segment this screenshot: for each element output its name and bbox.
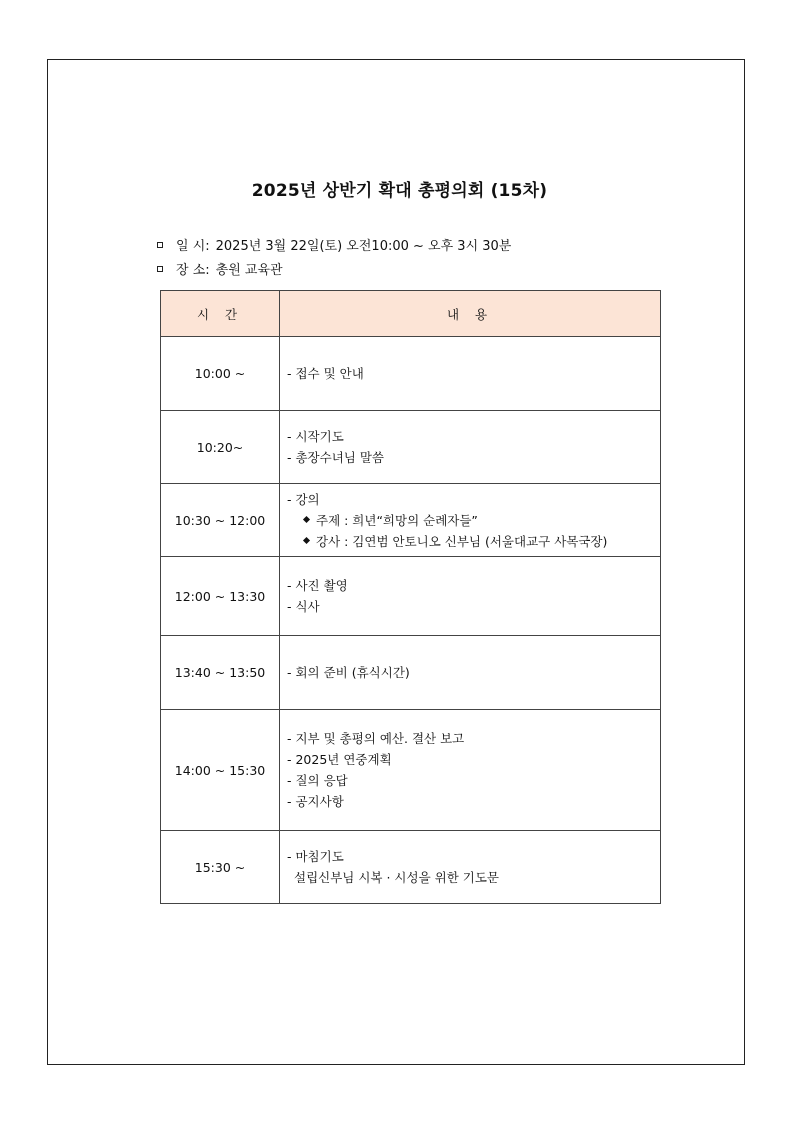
diamond-bullet-icon bbox=[303, 515, 310, 522]
row-time: 10:20~ bbox=[161, 411, 280, 484]
sub-item bbox=[287, 531, 660, 552]
table-row bbox=[161, 557, 661, 636]
sub-item bbox=[287, 510, 660, 531]
content-line: - 총장수녀님 말씀 bbox=[287, 450, 384, 465]
table-row bbox=[161, 636, 661, 710]
info-label: 장 소: bbox=[176, 263, 210, 278]
document-title: 2025년 상반기 확대 총평의회 (15차) bbox=[251, 181, 548, 201]
content-line: - 마침기도 bbox=[287, 849, 344, 864]
diamond-bullet-icon bbox=[303, 536, 310, 543]
row-content bbox=[280, 636, 661, 710]
content-line: - 강의 bbox=[287, 491, 320, 507]
row-time: 10:30 ~ 12:00 bbox=[161, 484, 280, 557]
content-line: - 질의 응답 bbox=[287, 773, 348, 788]
row-content bbox=[280, 411, 661, 484]
header-content: 내 용 bbox=[280, 291, 661, 337]
table-row bbox=[161, 710, 661, 831]
sub-item-text: 강사 : 김연범 안토니오 신부님 (서울대교구 사목국장) bbox=[316, 533, 608, 549]
row-content bbox=[280, 337, 661, 411]
schedule-table bbox=[160, 290, 661, 904]
content-line: - 2025년 연중계획 bbox=[287, 752, 392, 767]
info-location bbox=[157, 259, 283, 278]
row-time: 13:40 ~ 13:50 bbox=[161, 636, 280, 710]
row-content bbox=[280, 557, 661, 636]
content-line: 설립신부님 시복 · 시성을 위한 기도문 bbox=[294, 870, 499, 885]
content-line: - 접수 및 안내 bbox=[287, 366, 364, 381]
row-content bbox=[280, 484, 661, 557]
row-time: 14:00 ~ 15:30 bbox=[161, 710, 280, 831]
content-line: - 회의 준비 (휴식시간) bbox=[287, 665, 410, 680]
content-line: - 공지사항 bbox=[287, 794, 344, 809]
content-line: - 식사 bbox=[287, 599, 320, 614]
info-value: 2025년 3월 22일(토) 오전10:00 ~ 오후 3시 30분 bbox=[215, 239, 512, 254]
square-bullet-icon bbox=[157, 266, 163, 272]
info-datetime bbox=[157, 235, 511, 254]
table-row bbox=[161, 411, 661, 484]
row-content bbox=[280, 710, 661, 831]
content-line: - 사진 촬영 bbox=[287, 578, 348, 593]
header-time: 시 간 bbox=[161, 291, 280, 337]
table-row bbox=[161, 484, 661, 557]
row-time: 15:30 ~ bbox=[161, 831, 280, 904]
content-line: - 시작기도 bbox=[287, 429, 344, 444]
table-header-row bbox=[161, 291, 661, 337]
row-time: 10:00 ~ bbox=[161, 337, 280, 411]
content-line: - 지부 및 총평의 예산. 결산 보고 bbox=[287, 731, 465, 746]
info-value: 총원 교육관 bbox=[215, 263, 283, 278]
row-time: 12:00 ~ 13:30 bbox=[161, 557, 280, 636]
table-row bbox=[161, 831, 661, 904]
square-bullet-icon bbox=[157, 242, 163, 248]
row-content bbox=[280, 831, 661, 904]
table-row bbox=[161, 337, 661, 411]
sub-item-text: 주제 : 희년“희망의 순례자들” bbox=[316, 512, 478, 528]
info-label: 일 시: bbox=[176, 239, 210, 254]
